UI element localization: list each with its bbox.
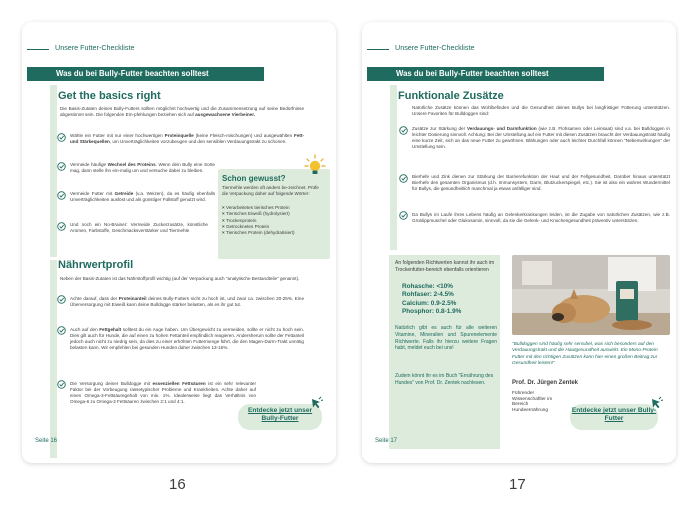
check-icon: [57, 326, 66, 335]
check-item: Und noch ein No-Brainer: Vermeide Zuckerzusätze, künstliche Aromen, Farbstoffe, Geschmacksverstärker und Tiermehle: [70, 222, 208, 234]
intro-paragraph: Neben der Basis-Zutaten ist das Nährstoffprofil wichtig (auf der Verpackung auch "analytische Bestandteile" genannt).: [60, 276, 300, 281]
page-label: Seite 17: [375, 438, 398, 444]
nutrient-item: Calcium: 0.9-2.5%: [402, 299, 457, 307]
check-item: Zusätze zur Stärkung der Verdauungs- und Darmfunktion (wie z.B. Flohsamen oder Leinsaat) sind v.a. bei Bulldoggen in leichter Dosierung sinnvoll. Achtung: Bei der Umstellung auf ein Futter mit diesen Zusätzen braucht der Verdauungstrakt häufig eine kurze Zeit, sich an das neue Futter zu gewöhnen. Blähungen oder auch leichter Durchfall können "Nebenwirkungen" der Umstellung sein.: [412, 126, 670, 150]
cursor-click-icon: [308, 395, 324, 411]
nutrient-list: [402, 283, 461, 317]
check-icon: [57, 295, 66, 304]
header-title: Unsere Futter-Checkliste: [55, 43, 135, 52]
tip-list-item: × Verarbeitetes tierisches Protein: [222, 205, 294, 211]
check-item: Die Versorgung deiner Bulldogge mit essenziellen Fettsäuren ist ein sehr relevanter Faktor bei der Vorbeugung rassetypischer Probleme und Krankheiten. Achte daher auf einen Omega-3-Fettsäuregehalt von min. 1%. Idealerweise liegt das Verhältnis von Omega-6 zu Omega-3 Fettsäuren zwischen 2:1 und 4:1.: [70, 381, 256, 405]
tip-list-item: × Getrocknetes Protein: [222, 224, 294, 230]
cta-shop-button[interactable]: Entdecke jetzt unser Bully-Futter: [238, 404, 322, 430]
check-item: Da Bullys im Laufe ihres Lebens häufig an Gelenkerkrankungen leiden, ist die Zugabe von natürlichen Zusätzen, wie z.B. Grünlippmuschel oder Glukosamin, sinnvoll, da sie die Gelenk- und Knochengesundheit präventiv unterstützen.: [412, 212, 670, 224]
expert-quote: "Bulldoggen sind häufig sehr sensibel, was sich besonders auf den Verdauungstrakt und die Hautgesundheit auswirkt. Ein Mono-Protein Futter mit den richtigen Zusätzen kann hier einen großen Beitrag zur Gesundheit leisten!": [512, 342, 658, 366]
panel-note: Natürlich gibt es auch für alle weiteren Vitamine, Mineralien und Spurenelemente Richtwerte. Falls ihr hierzu weitere Fragen habt, meldet euch bei uns!: [395, 325, 497, 352]
nutrient-item: Phosphor: 0.8-1.9%: [402, 308, 462, 316]
section-title: Get the basics right: [58, 90, 161, 102]
sidebar-accent: [50, 85, 57, 257]
paragraph: Natürliche Zusätze können das Wohlbefinden und die Gesundheit deines Bullys bei langfristiger Fütterung unterstützen. Unsere Favoriten für Bulldoggen sind:: [412, 105, 670, 117]
intro-paragraph: Die Basis-Zutaten deines Bully-Futters sollten möglichst hochwertig und die Zusammensetzung auf seine Bedürfnisse abgestimmt sein. Die folgenden Em-pfehlungen beziehen sich auf ausgewachsene Vierbeiner.: [60, 106, 304, 118]
sidebar-accent: [390, 85, 397, 250]
tip-title: Schon gewusst?: [222, 174, 286, 183]
page-16: [22, 22, 336, 463]
check-icon: [57, 191, 66, 200]
author-role: Führender Wissenschaftler im Bereich Hundeernährung: [512, 391, 553, 413]
section-title: Funktionale Zusätze: [398, 90, 504, 102]
panel-intro: An folgenden Richtwerten kannst ihr auch im Trockenfutter-bereich ebenfalls orientieren: [395, 260, 495, 273]
panel-note: Zudem könnt ihr es im Buch "Ernährung des Hundes" von Prof. Dr. Zentek nachlesen.: [395, 373, 494, 386]
check-icon: [399, 174, 408, 183]
nutrient-item: Rohfaser: 2-4.5%: [402, 291, 454, 299]
check-icon: [57, 162, 66, 171]
page-label: Seite 16: [35, 438, 58, 444]
section-title: Nährwertprofil: [58, 259, 134, 271]
lightbulb-icon: [304, 154, 326, 178]
check-icon: [57, 380, 66, 389]
tip-list-item: × Trockenprotein: [222, 218, 294, 224]
check-item: Vermeide Futter mit Getreide (v.a. Weizen), da es häufig ebenfalls Unverträglichkeiten auslöst und als günstiger Füllstoff genutzt wird.: [70, 191, 215, 203]
check-icon: [399, 126, 408, 135]
tip-list-item: × Tierisches Protein (dehydratisiert): [222, 230, 294, 236]
page-17: [362, 22, 676, 463]
tip-text: Tiermehle werden oft anders be-zeichnet. Prüfe die Verpackung daher auf folgende Wörter:: [222, 185, 319, 197]
tip-list: [222, 205, 294, 236]
check-item: Vermeide häufige Wechsel des Proteins. Wenn dein Bully eine Sorte mag, dann stelle ihn ein-malig um und versuche dabei zu bleiben.: [70, 162, 215, 174]
check-item: Wähle ein Futter mit nur einer hochwertigen Proteinquelle (keine Fleisch-mischungen) und ausgewählten Fett- und Stärkequellen, um Unverträglichkeiten vorzubeugen und den sensiblen Verdauungstrakt zu schonen.: [70, 133, 304, 145]
check-item: Achte darauf, dass der Proteinanteil deines Bully-Futters nicht zu hoch ist, und zwar ca. zwischen 20-25%. Eine Überversorgung mit Eiweiß kann deine Bulldogge stärker belasten, als es ihr gut tut.: [70, 296, 305, 308]
header-rule: [367, 49, 389, 50]
cursor-click-icon: [648, 395, 664, 411]
page-number-16[interactable]: 16: [169, 476, 186, 493]
sidebar-accent: [50, 260, 57, 458]
check-icon: [57, 133, 66, 142]
dog-photo: [512, 255, 670, 335]
banner: Was du bei Bully-Futter beachten solltest: [367, 67, 604, 81]
quote-author: Prof. Dr. Jürgen Zentek: [512, 380, 579, 386]
header-rule: [27, 49, 49, 50]
check-icon: [57, 222, 66, 231]
header-title: Unsere Futter-Checkliste: [395, 43, 475, 52]
cta-shop-button[interactable]: Entdecke jetzt unser Bully-Futter: [570, 404, 658, 430]
check-item: Bierhefe und Zink dienen zur Stärkung der Barrierefunktion der Haut und der Fellgesundheit. Darüber hinaus unterstützt Bierhefe den gesamten Organismus (d.h. Immunsystem, Darm, Blutzuckerspiegel, etc.). Sie ist also ein wahres Wundermittel für Bullys, die gesundheitlich manchmal ja etwas anfälliger sind.: [412, 174, 670, 192]
tip-list-item: × Tierisches Eiweiß (hydrolysiert): [222, 211, 294, 217]
check-icon: [399, 211, 408, 220]
page-number-17[interactable]: 17: [509, 476, 526, 493]
banner: Was du bei Bully-Futter beachten solltest: [27, 67, 264, 81]
check-item: Auch auf den Fettgehalt solltest du ein Auge haben. Um Übergewicht zu vermeiden, sollte er nicht zu hoch sein. Dies gilt auch für Hunde, die auf einen zu hohen Fettanteil empfindlich reagieren. Andersherum sollte der Fettanteil jedoch auch nicht zu niedrig sein, da dies zu einer erhöhten Futtermenge führt, die den Magen-Darm-Trakt unnötig belasten kann. Wir empfehlen bei gesunden Hunden daher zwischen 13-16%.: [70, 327, 304, 351]
nutrient-item: Rohasche: <10%: [402, 283, 453, 290]
